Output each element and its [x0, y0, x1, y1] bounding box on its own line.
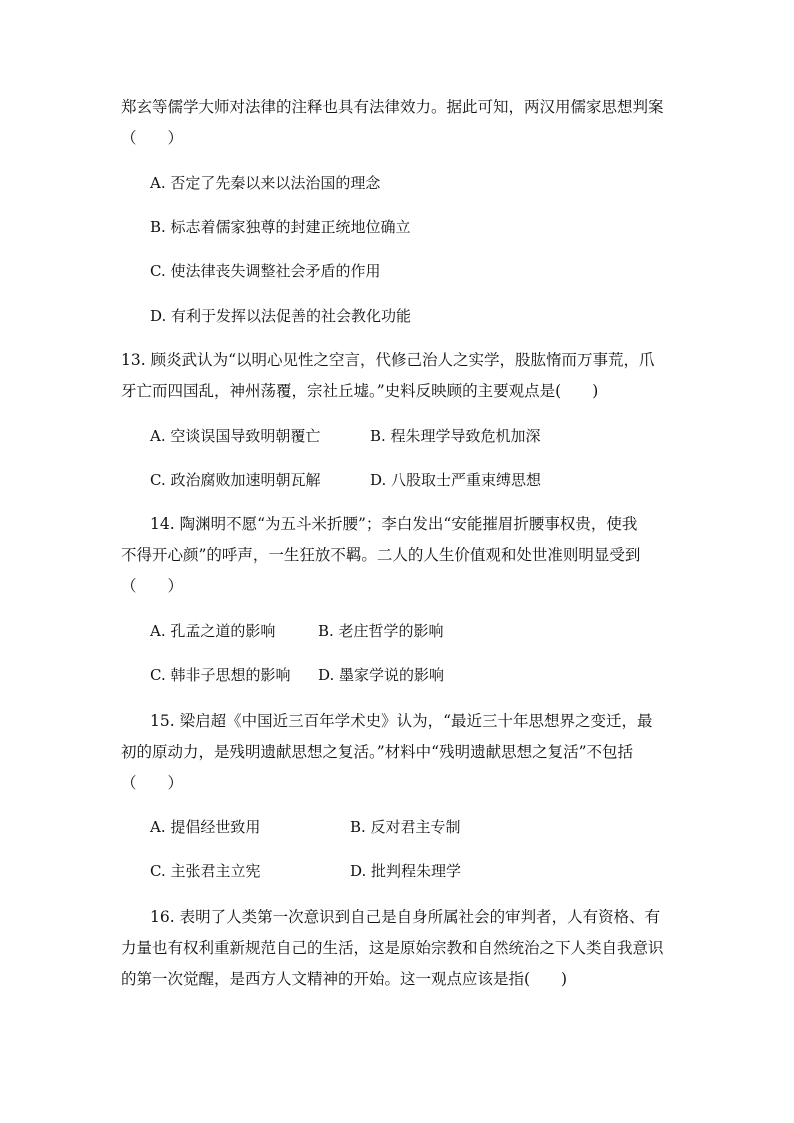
q12-option-c[interactable]: C. 使法律丧失调整社会矛盾的作用	[150, 262, 381, 280]
q12-answer-parentheses: （ ）	[121, 129, 184, 147]
q15-option-b[interactable]: B. 反对君主专制	[350, 818, 461, 836]
q12-continuation-line: 郑玄等儒学大师对法律的注释也具有法律效力。据此可知，两汉用儒家思想判案	[121, 98, 664, 116]
q14-option-b[interactable]: B. 老庄哲学的影响	[318, 622, 444, 640]
q14-option-d[interactable]: D. 墨家学说的影响	[318, 666, 445, 684]
q13-option-d[interactable]: D. 八股取士严重束缚思想	[370, 471, 542, 489]
q13-option-a[interactable]: A. 空谈误国导致明朝覆亡	[150, 427, 321, 445]
q15-stem-line-2: 初的原动力，是残明遗献思想之复活。”材料中“残明遗献思想之复活”不包括	[121, 743, 634, 761]
q14-option-c[interactable]: C. 韩非子思想的影响	[150, 666, 291, 684]
q13-option-b[interactable]: B. 程朱理学导致危机加深	[370, 427, 541, 445]
q14-answer-parentheses: （ ）	[121, 577, 184, 595]
q15-option-c[interactable]: C. 主张君主立宪	[150, 862, 261, 880]
q14-option-a[interactable]: A. 孔孟之道的影响	[150, 622, 276, 640]
q16-stem-line-2: 力量也有权利重新规范自己的生活，这是原始宗教和自然统治之下人类自我意识	[121, 939, 664, 957]
q15-answer-parentheses: （ ）	[121, 774, 184, 792]
q16-stem-line-1: 16. 表明了人类第一次意识到自己是自身所属社会的审判者，人有资格、有	[150, 908, 661, 926]
q15-stem-line-1: 15. 梁启超《中国近三百年学术史》认为，“最近三十年思想界之变迁，最	[150, 712, 653, 730]
q14-stem-line-2: 不得开心颜”的呼声，一生狂放不羁。二人的人生价值观和处世准则明显受到	[121, 546, 641, 564]
q15-option-d[interactable]: D. 批判程朱理学	[350, 862, 462, 880]
q13-stem-line-2: 牙亡而四国乱，神州荡覆，宗社丘墟。”史料反映顾的主要观点是( )	[121, 382, 599, 400]
q16-stem-line-3: 的第一次觉醒，是西方人文精神的开始。这一观点应该是指( )	[121, 970, 568, 988]
q12-option-d[interactable]: D. 有利于发挥以法促善的社会教化功能	[150, 307, 412, 325]
q14-stem-line-1: 14. 陶渊明不愿“为五斗米折腰”；李白发出“安能摧眉折腰事权贵，使我	[150, 515, 638, 533]
q12-option-b[interactable]: B. 标志着儒家独尊的封建正统地位确立	[150, 218, 411, 236]
q15-option-a[interactable]: A. 提倡经世致用	[150, 818, 261, 836]
q13-option-c[interactable]: C. 政治腐败加速明朝瓦解	[150, 471, 321, 489]
q13-stem-line-1: 13. 顾炎武认为“以明心见性之空言，代修己治人之实学，股肱惰而万事荒，爪	[121, 351, 655, 369]
q12-option-a[interactable]: A. 否定了先秦以来以法治国的理念	[150, 174, 381, 192]
